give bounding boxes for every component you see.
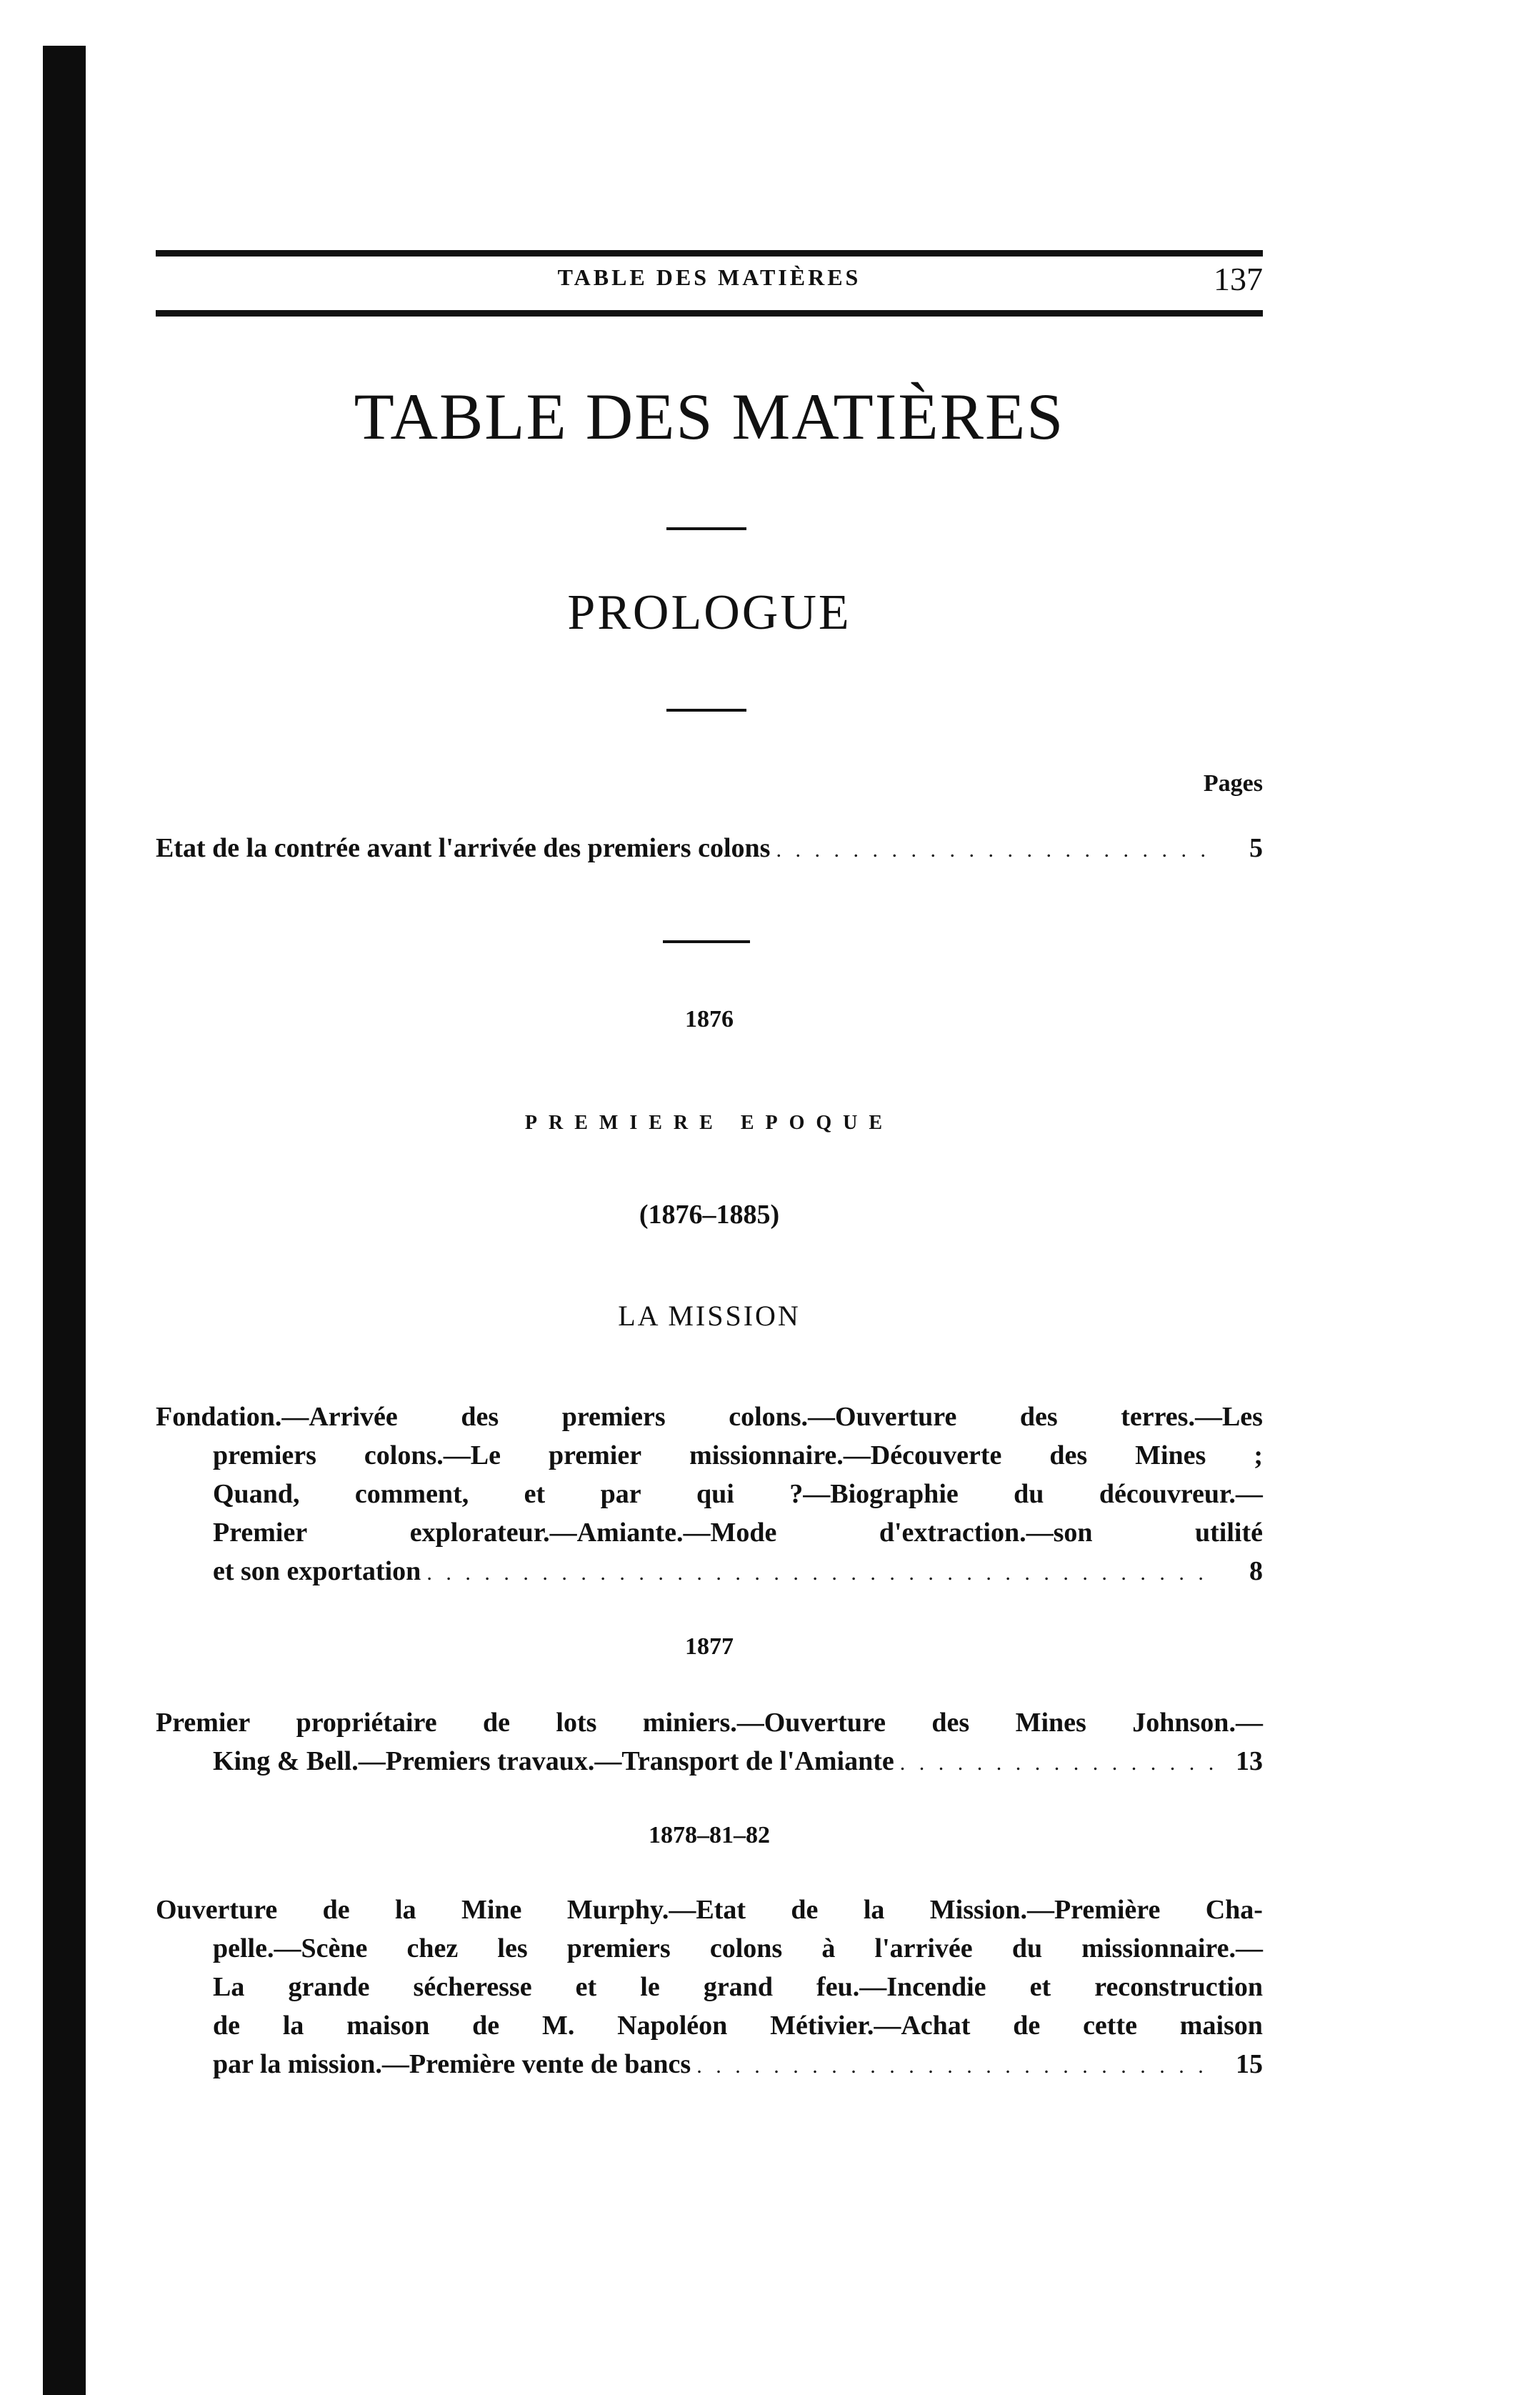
running-title: TABLE DES MATIÈRES <box>557 264 861 290</box>
word: missionnaire.— <box>1081 1933 1263 1963</box>
word: Mines <box>1015 1708 1086 1738</box>
word: colons.—Ouverture <box>729 1402 957 1432</box>
word: explorateur.—Amiante.—Mode <box>409 1518 777 1548</box>
pages-column-header: Pages <box>1203 770 1263 797</box>
divider-rule <box>666 709 746 712</box>
running-header <box>156 261 1263 302</box>
word: miniers.—Ouverture <box>642 1708 886 1738</box>
word: de <box>322 1895 350 1925</box>
word: la <box>863 1895 885 1925</box>
entry-line <box>156 1929 1263 1968</box>
word: missionnaire.—Découverte <box>689 1440 1002 1470</box>
entry-page: 5 <box>1249 833 1263 863</box>
epoch-heading: PREMIERE EPOQUE <box>524 1112 894 1134</box>
year-heading: 1878–81–82 <box>649 1822 770 1848</box>
word: Premier <box>156 1708 251 1738</box>
word: de <box>472 2011 500 2041</box>
word: du <box>1011 1933 1043 1963</box>
word: et <box>1029 1972 1051 2002</box>
word: d'extraction.—son <box>879 1518 1093 1548</box>
binding-edge <box>43 46 86 2395</box>
word: Quand, <box>213 1479 300 1509</box>
word: feu.—Incendie <box>816 1972 986 2002</box>
word: des <box>931 1708 970 1738</box>
entry-line <box>156 1891 1263 1929</box>
word: Johnson.— <box>1132 1708 1263 1738</box>
word: de <box>483 1708 511 1738</box>
entry-line <box>156 1398 1263 1436</box>
entry-line <box>156 1513 1263 1552</box>
word: terres.—Les <box>1121 1402 1263 1432</box>
word: Cha- <box>1205 1895 1263 1925</box>
entry-text: Etat de la contrée avant l'arrivée des premiers colons <box>156 833 771 863</box>
dot-leader <box>696 2047 1214 2086</box>
divider-rule <box>666 527 746 530</box>
entry-text: par la mission.—Première vente de bancs <box>213 2049 691 2079</box>
dot-leader <box>900 1744 1214 1783</box>
word: sécheresse <box>413 1972 532 2002</box>
year-heading: 1876 <box>685 1006 734 1032</box>
entry-line <box>156 1968 1263 2006</box>
word: chez <box>406 1933 459 1963</box>
entry-text: et son exportation <box>213 1556 421 1586</box>
word: propriétaire <box>296 1708 437 1738</box>
word: lots <box>556 1708 597 1738</box>
word: maison <box>1179 2011 1263 2041</box>
word: de <box>791 1895 819 1925</box>
word: la <box>395 1895 416 1925</box>
word: et <box>575 1972 597 2002</box>
word: Ouverture <box>156 1895 278 1925</box>
word: qui <box>696 1479 734 1509</box>
word: des <box>461 1402 499 1432</box>
word: Mines <box>1135 1440 1206 1470</box>
word: grand <box>703 1972 773 2002</box>
date-range: (1876–1885) <box>639 1200 780 1230</box>
toc-entry <box>156 1891 1263 2083</box>
word: ; <box>1254 1440 1263 1470</box>
word: premiers <box>561 1402 666 1432</box>
page <box>156 0 1263 2395</box>
word: La <box>213 1972 245 2002</box>
entry-page: 13 <box>1236 1746 1263 1776</box>
divider-rule <box>663 940 750 943</box>
word: de <box>1013 2011 1041 2041</box>
word: et <box>524 1479 546 1509</box>
toc-entry <box>156 1398 1263 1590</box>
word: Premier <box>213 1518 308 1548</box>
word: Fondation.—Arrivée <box>156 1402 398 1432</box>
word: des <box>1019 1402 1058 1432</box>
dot-leader <box>776 831 1214 870</box>
word: grande <box>288 1972 370 2002</box>
word: Napoléon <box>617 2011 728 2041</box>
word: Mission.—Première <box>929 1895 1161 1925</box>
year-heading: 1877 <box>685 1633 734 1660</box>
word: pelle.—Scène <box>213 1933 368 1963</box>
word: cette <box>1083 2011 1137 2041</box>
word: du <box>1014 1479 1044 1509</box>
word: le <box>640 1972 660 2002</box>
prologue-heading: PROLOGUE <box>567 585 851 640</box>
word: à <box>821 1933 836 1963</box>
word: reconstruction <box>1094 1972 1263 2002</box>
word: Mine <box>461 1895 522 1925</box>
dot-leader <box>426 1554 1214 1593</box>
toc-entry <box>156 829 1263 867</box>
word: ?—Biographie <box>789 1479 959 1509</box>
word: premiers <box>566 1933 671 1963</box>
header-top-rule <box>156 250 1263 257</box>
word: utilité <box>1195 1518 1263 1548</box>
page-number: 137 <box>1214 261 1263 297</box>
entry-line <box>156 1703 1263 1742</box>
page-title: TABLE DES MATIÈRES <box>354 380 1065 453</box>
toc-entry <box>156 1703 1263 1781</box>
word: premiers <box>213 1440 316 1470</box>
word: de <box>213 2011 240 2041</box>
entry-line <box>156 1436 1263 1475</box>
entry-text: King & Bell.—Premiers travaux.—Transport de l'Amiante <box>213 1746 894 1776</box>
entry-line <box>156 1475 1263 1513</box>
word: Murphy.—Etat <box>566 1895 746 1925</box>
word: les <box>497 1933 528 1963</box>
word: l'arrivée <box>874 1933 973 1963</box>
word: découvreur.— <box>1099 1479 1263 1509</box>
word: M. <box>541 2011 575 2041</box>
word: des <box>1049 1440 1088 1470</box>
entry-page: 15 <box>1236 2049 1263 2079</box>
entry-line <box>156 2006 1263 2045</box>
entry-page: 8 <box>1249 1556 1263 1586</box>
word: colons <box>709 1933 783 1963</box>
header-bottom-rule <box>156 310 1263 317</box>
word: maison <box>346 2011 430 2041</box>
word: Métivier.—Achat <box>770 2011 971 2041</box>
word: premier <box>548 1440 642 1470</box>
word: par <box>600 1479 641 1509</box>
section-title: LA MISSION <box>618 1300 801 1332</box>
word: comment, <box>354 1479 469 1509</box>
word: la <box>282 2011 304 2041</box>
word: colons.—Le <box>364 1440 501 1470</box>
